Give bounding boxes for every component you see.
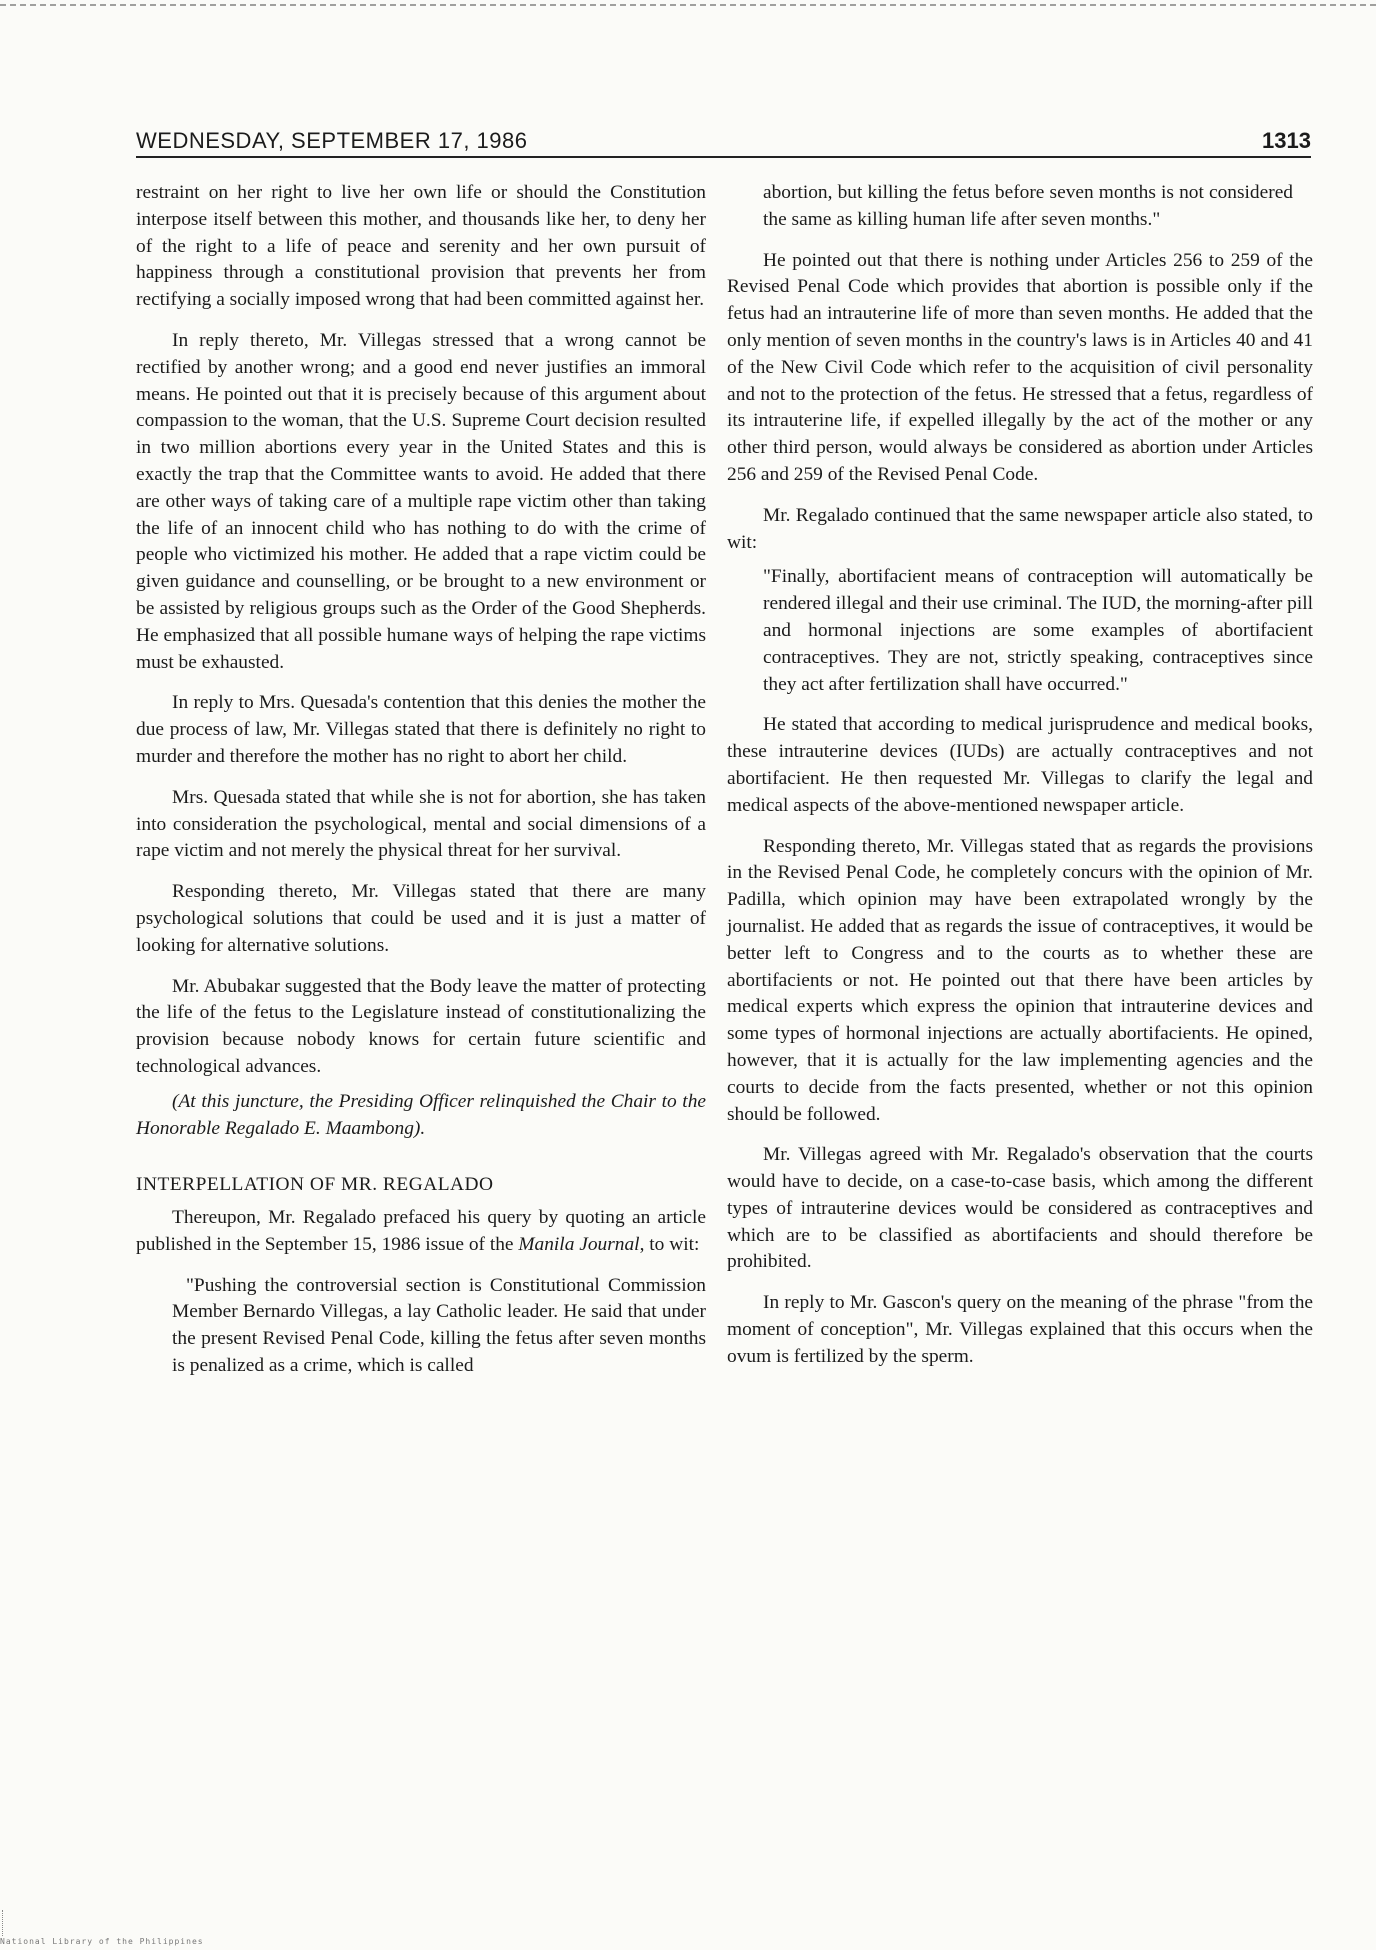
- left-column: [136, 180, 706, 1394]
- scan-top-edge: [0, 4, 1376, 6]
- parenthetical-note: (At this juncture, the Presiding Officer relinquished the Chair to the Honorable Regalado E. Maambong).: [136, 1090, 706, 1139]
- paragraph: restraint on her right to live her own life or should the Constitution interpose itself between this mother, and thousands like her, to deny her of the right to a life of peace and serenity and her own pursuit of happiness through a constitutional provision that prevents her from rectifying a socially imposed wrong that had been committed against her.: [136, 182, 706, 311]
- right-column: [727, 180, 1313, 1385]
- paragraph: Responding thereto, Mr. Villegas stated that as regards the provisions in the Revised Penal Code, he completely concurs with the opinion of Mr. Padilla, which opinion may have been extrapolated wrongly by the journalist. He added that as regards the issue of contraceptives, it would be better left to Congress and to the courts as to whether these are abortifacients or not. He pointed out that there have been articles by medical experts which express the opinion that intrauterine devices and some types of hormonal injections are actually abortifacients. He opined, however, that it is actually for the law implementing agencies and the courts to decide from the facts presented, whether or not this opinion should be followed.: [727, 835, 1313, 1125]
- section-heading: INTERPELLATION OF MR. REGALADO: [136, 1174, 494, 1196]
- page-header: [136, 126, 1311, 158]
- paragraph: In reply to Mr. Gascon's query on the meaning of the phrase "from the moment of conception", Mr. Villegas explained that this occurs when the ovum is fertilized by the sperm.: [727, 1292, 1313, 1367]
- journal-name: Manila Journal: [518, 1233, 640, 1255]
- block-quote: "Finally, abortifacient means of contraception will automatically be rendered illegal and their use criminal. The IUD, the morning-after pill and hormonal injections are some examples of abortifacient contraceptives. They are not, strictly speaking, contraceptives since they act after fertilization shall have occurred.": [763, 566, 1313, 695]
- paragraph: Mr. Villegas agreed with Mr. Regalado's observation that the courts would have to decide, on a case-to-case basis, which among the different types of intrauterine devices would be considered as contraceptives and which are to be classified as abortifacients and should therefore be prohibited.: [727, 1144, 1313, 1273]
- scan-margin-mark: [2, 1910, 17, 1936]
- paragraph: [136, 1205, 706, 1259]
- paragraph: In reply thereto, Mr. Villegas stressed that a wrong cannot be rectified by another wrong; and a good end never justifies an immoral means. He pointed out that it is precisely because of this argument about compassion to the woman, that the U.S. Supreme Court decision resulted in two million abortions every year in the United States and this is exactly the trap that the Committee wants to avoid. He added that there are other ways of taking care of a multiple rape victim other than taking the life of an innocent child who has nothing to do with the crime of people who victimized his mother. He added that a rape victim could be given guidance and counselling, or be brought to a new environment or be assisted by religious groups such as the Order of the Good Shepherds. He emphasized that all possible humane ways of helping the rape victims must be exhausted.: [136, 329, 706, 673]
- paragraph: Mr. Abubakar suggested that the Body leave the matter of protecting the life of the fetus to the Legislature instead of constitutionalizing the provision because nobody knows for certain future scientific and technological advances.: [136, 975, 706, 1077]
- header-date: WEDNESDAY, SEPTEMBER 17, 1986: [136, 128, 528, 153]
- paragraph: He pointed out that there is nothing under Articles 256 to 259 of the Revised Penal Code which provides that abortion is possible only if the fetus had an intrauterine life of more than seven months. He added that the only mention of seven months in the country's laws is in Articles 40 and 41 of the New Civil Code which refer to the acquisition of civil personality and not to the protection of the fetus. He stressed that a fetus, regardless of its intrauterine life, if expelled illegally by the act of the mother or any other third person, would always be considered as abortion under Articles 256 and 259 of the Revised Penal Code.: [727, 249, 1313, 485]
- paragraph-text: Thereupon, Mr. Regalado prefaced his query by quoting an article published in the September 15, 1986 issue of the: [136, 1207, 706, 1255]
- paragraph: Mrs. Quesada stated that while she is not for abortion, she has taken into consideration the psychological, mental and social dimensions of a rape victim and not merely the physical threat for her survival.: [136, 786, 706, 862]
- page-number: 1313: [1262, 128, 1311, 153]
- paragraph: He stated that according to medical jurisprudence and medical books, these intrauterine devices (IUDs) are actually contraceptives and not abortifacient. He then requested Mr. Villegas to clarify the legal and medical aspects of the above-mentioned newspaper article.: [727, 714, 1313, 816]
- paragraph: Mr. Regalado continued that the same newspaper article also stated, to wit:: [727, 504, 1313, 553]
- paragraph-text: , to wit:: [639, 1233, 700, 1255]
- paragraph: Responding thereto, Mr. Villegas stated that there are many psychological solutions that could be used and it is just a matter of looking for alternative solutions.: [136, 881, 706, 956]
- block-quote-continued: abortion, but killing the fetus before seven months is not considered the same as killing human life after seven months.": [763, 182, 1293, 230]
- scan-footer: National Library of the Philippines: [0, 1937, 204, 1946]
- block-quote: "Pushing the controversial section is Constitutional Commission Member Bernardo Villegas, a lay Catholic leader. He said that under the present Revised Penal Code, killing the fetus after seven months is penalized as a crime, which is called: [172, 1274, 706, 1377]
- paragraph: In reply to Mrs. Quesada's contention that this denies the mother the due process of law, Mr. Villegas stated that there is definitely no right to murder and therefore the mother has no right to abort her child.: [136, 692, 706, 767]
